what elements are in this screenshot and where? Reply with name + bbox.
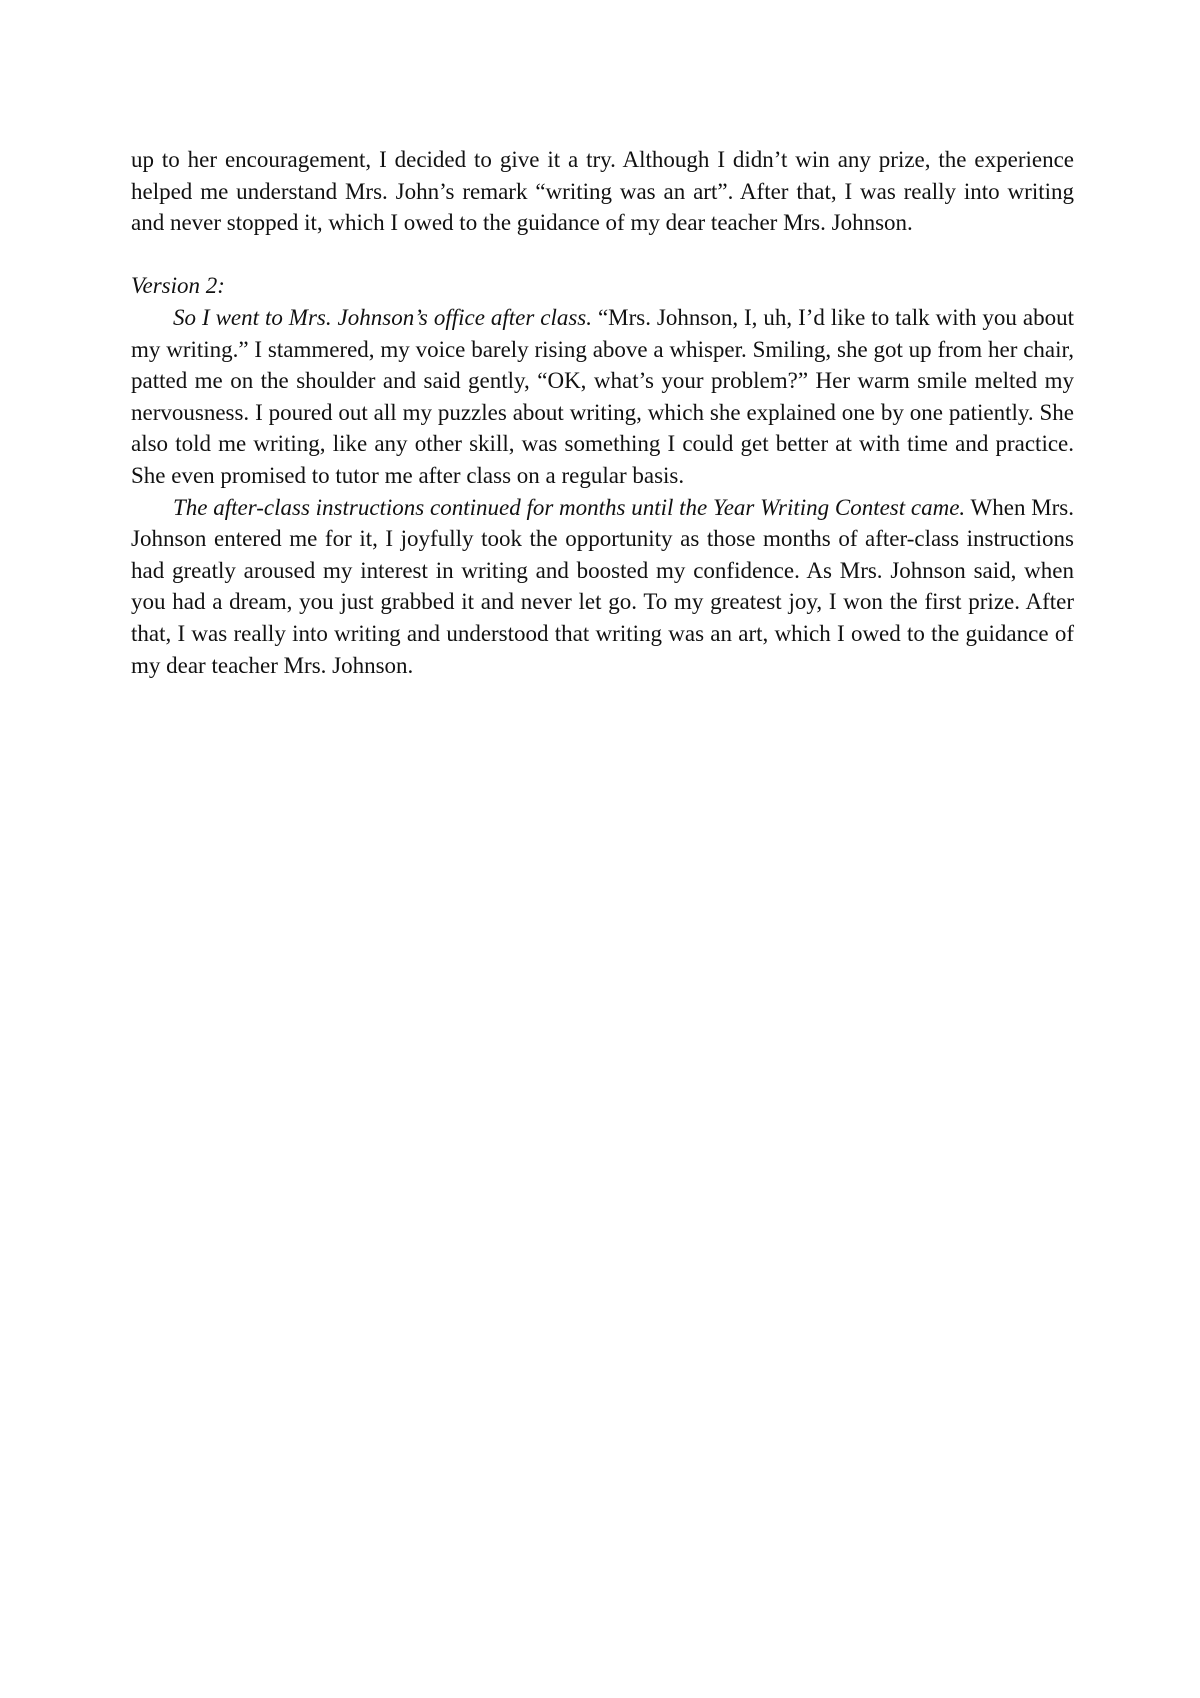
paragraph-body-text: “Mrs. Johnson, I, uh, I’d like to talk with you about my writing.” I stammered, my voice barely rising above a whisper. Smiling, she got up from her chair, patted me on the shoulder and said gently, “OK, what’s your problem?” Her warm smile melted my nervousness. I poured out all my puzzles about writing, which she explained one by one patiently. She also told me writing, like any other skill, was something I could get better at with time and practice. She even promised to tutor me after class on a regular basis. <box>131 304 1074 488</box>
paragraph-writing-contest <box>131 492 1074 682</box>
paragraph-lead-italic: So I went to Mrs. Johnson’s office after class. <box>173 304 592 330</box>
version-heading: Version 2: <box>131 273 225 299</box>
paragraph-continuation: up to her encouragement, I decided to give it a try. Although I didn’t win any prize, the experience helped me understand Mrs. John’s remark “writing was an art”. After that, I was really into writing and never stopped it, which I owed to the guidance of my dear teacher Mrs. Johnson. <box>131 147 1074 236</box>
document-body <box>131 144 1074 681</box>
paragraph-lead-italic: The after-class instructions continued for months until the Year Writing Contest came. <box>173 494 966 520</box>
paragraph-office-visit <box>131 302 1074 492</box>
paragraph-body-text: When Mrs. Johnson entered me for it, I joyfully took the opportunity as those months of after-class instructions had greatly aroused my interest in writing and boosted my confidence. As Mrs. Johnson said, when you had a dream, you just grabbed it and never let go. To my greatest joy, I won the first prize. After that, I was really into writing and understood that writing was an art, which I owed to the guidance of my dear teacher Mrs. Johnson. <box>131 494 1074 678</box>
